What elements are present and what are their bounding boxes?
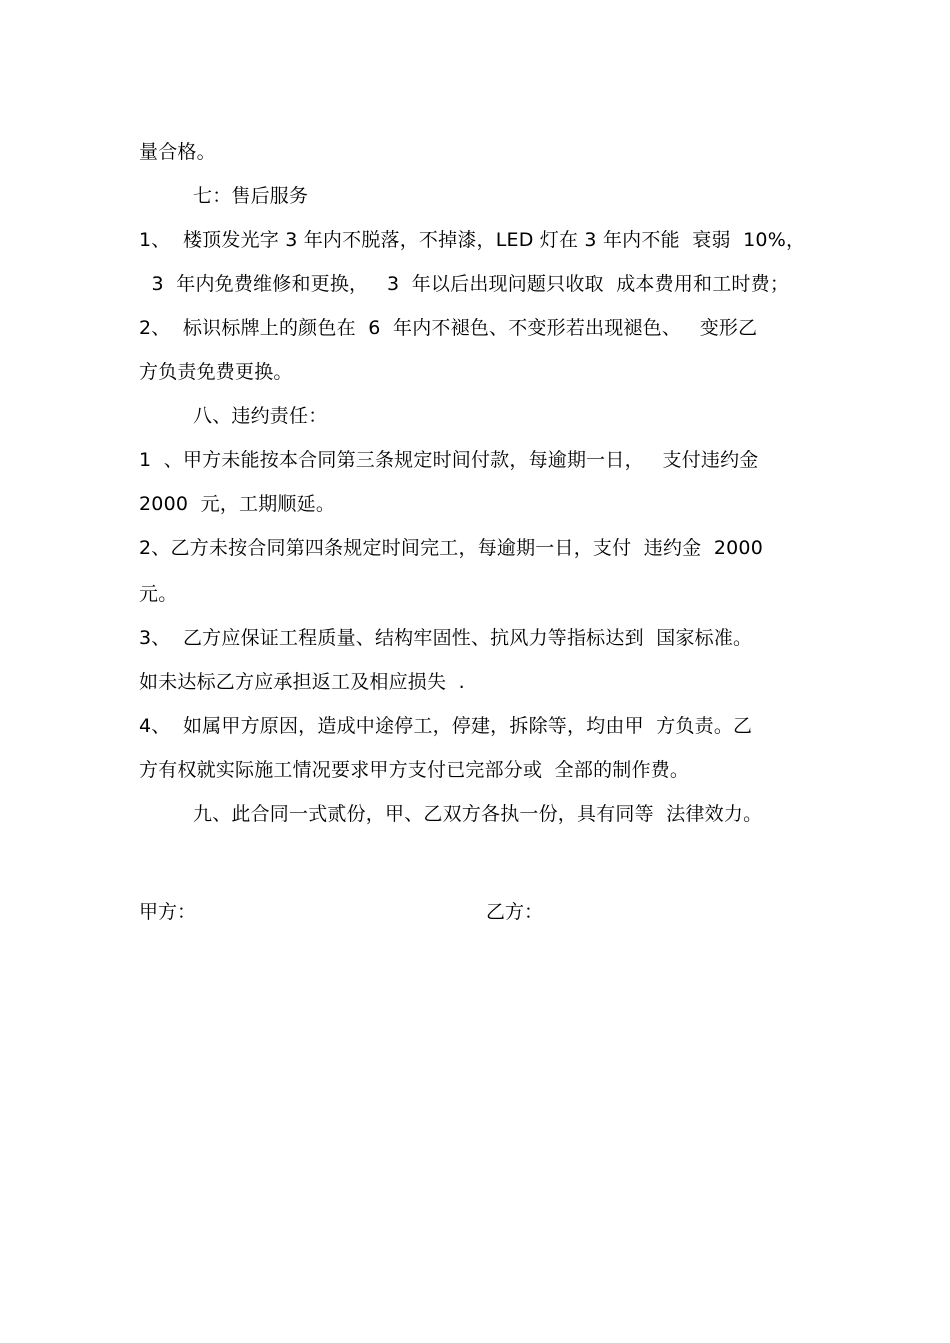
section-heading-copies: 九、此合同一式贰份，甲、乙双方各执一份，具有同等 法律效力。 [193, 803, 763, 825]
contract-text-line: 如未达标乙方应承担返工及相应损失 . [139, 671, 465, 693]
contract-text-line: 2、乙方未按合同第四条规定时间完工，每逾期一日，支付 违约金 2000 [139, 537, 764, 559]
contract-text-line: 元。 [139, 583, 178, 605]
contract-text-line: 3、 乙方应保证工程质量、结构牢固性、抗风力等指标达到 国家标准。 [139, 627, 753, 649]
contract-text-line: 1、 楼顶发光字 3 年内不脱落，不掉漆，LED 灯在 3 年内不能 衰弱 10%， [139, 229, 806, 251]
party-a-signature-label: 甲方： [139, 901, 197, 923]
party-b-signature-label: 乙方： [486, 901, 544, 923]
contract-text-line: 3 年内免费维修和更换， 3 年以后出现问题只收取 成本费用和工时费； [139, 273, 790, 295]
contract-text-line: 量合格。 [139, 141, 216, 163]
contract-text-line: 方有权就实际施工情况要求甲方支付已完部分或 全部的制作费。 [139, 759, 690, 781]
contract-text-line: 2、 标识标牌上的颜色在 6 年内不褪色、不变形若出现褪色、 变形乙 [139, 317, 758, 339]
contract-text-line: 1 、甲方未能按本合同第三条规定时间付款，每逾期一日， 支付违约金 [139, 449, 759, 471]
contract-text-line: 4、 如属甲方原因，造成中途停工，停建，拆除等，均由甲 方负责。乙 [139, 715, 753, 737]
section-heading-after-sales: 七：售后服务 [193, 185, 309, 207]
contract-text-line: 方负责免费更换。 [139, 361, 293, 383]
contract-text-line: 2000 元，工期顺延。 [139, 493, 336, 515]
section-heading-breach: 八、违约责任： [193, 405, 328, 427]
